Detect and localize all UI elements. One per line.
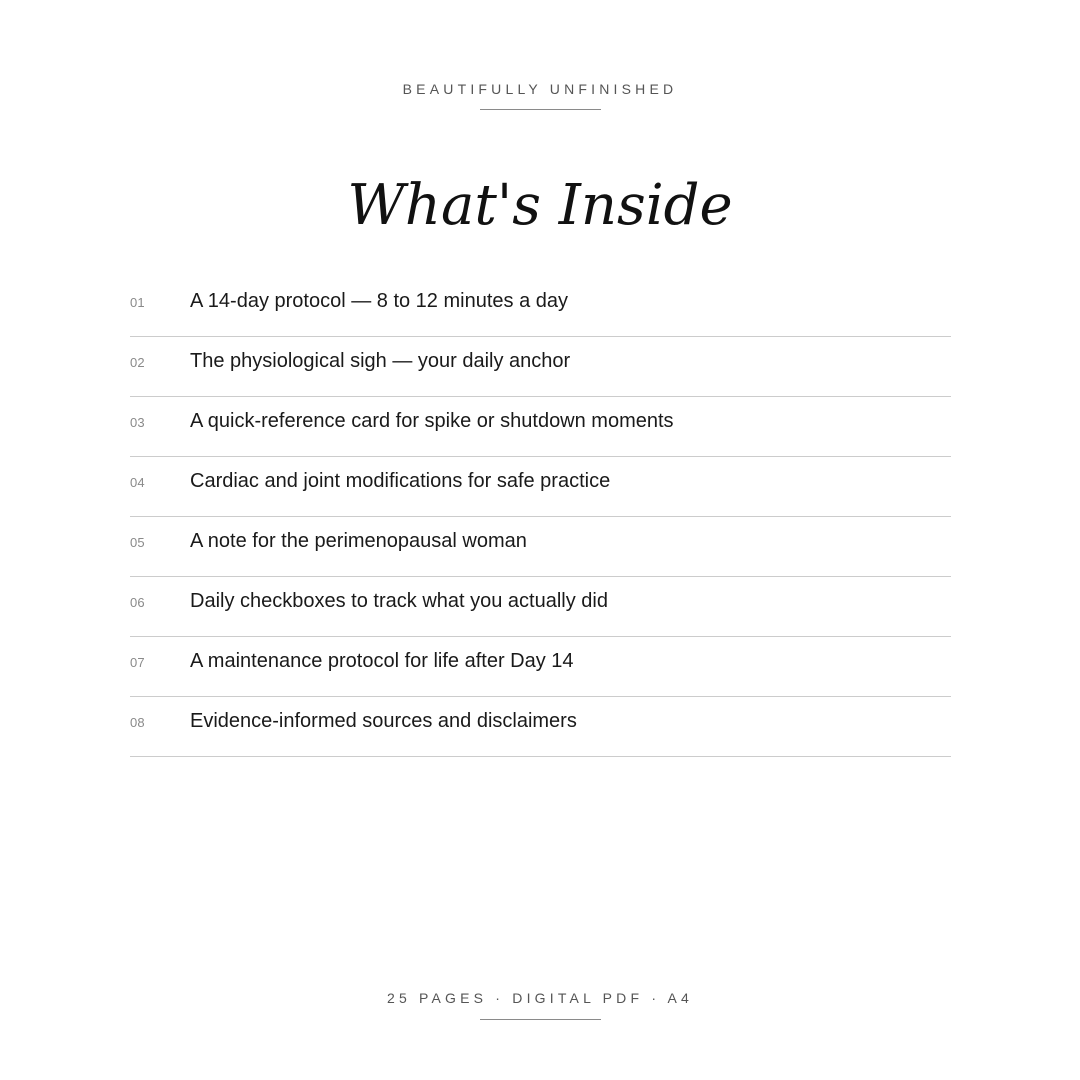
item-number: 05 bbox=[130, 535, 145, 550]
product-details: 25 PAGES · DIGITAL PDF · A4 bbox=[386, 990, 694, 1006]
item-number: 01 bbox=[130, 295, 145, 310]
item-text: A maintenance protocol for life after Day 14 bbox=[190, 650, 574, 672]
page-title: What's Inside bbox=[347, 173, 733, 238]
item-text: The physiological sigh — your daily anchor bbox=[190, 350, 571, 372]
list-item bbox=[130, 697, 951, 757]
item-number: 03 bbox=[130, 415, 145, 430]
item-number: 04 bbox=[130, 475, 145, 490]
footer-divider bbox=[480, 1019, 601, 1020]
item-text: A quick-reference card for spike or shutdown moments bbox=[190, 410, 674, 432]
list-item bbox=[130, 517, 951, 577]
list-item bbox=[130, 457, 951, 517]
list-item bbox=[130, 337, 951, 397]
item-text: Evidence-informed sources and disclaimers bbox=[190, 710, 577, 732]
item-number: 02 bbox=[130, 355, 145, 370]
contents-list bbox=[130, 277, 951, 757]
item-text: A 14-day protocol — 8 to 12 minutes a day bbox=[190, 290, 568, 312]
brand-eyebrow: BEAUTIFULLY UNFINISHED bbox=[402, 81, 678, 97]
list-item bbox=[130, 277, 951, 337]
header-divider bbox=[480, 109, 601, 110]
list-item bbox=[130, 397, 951, 457]
item-text: Daily checkboxes to track what you actually did bbox=[190, 590, 608, 612]
list-item bbox=[130, 577, 951, 637]
list-item bbox=[130, 637, 951, 697]
item-number: 07 bbox=[130, 655, 145, 670]
item-number: 08 bbox=[130, 715, 145, 730]
item-number: 06 bbox=[130, 595, 145, 610]
item-text: A note for the perimenopausal woman bbox=[190, 530, 527, 552]
item-text: Cardiac and joint modifications for safe practice bbox=[190, 470, 611, 492]
